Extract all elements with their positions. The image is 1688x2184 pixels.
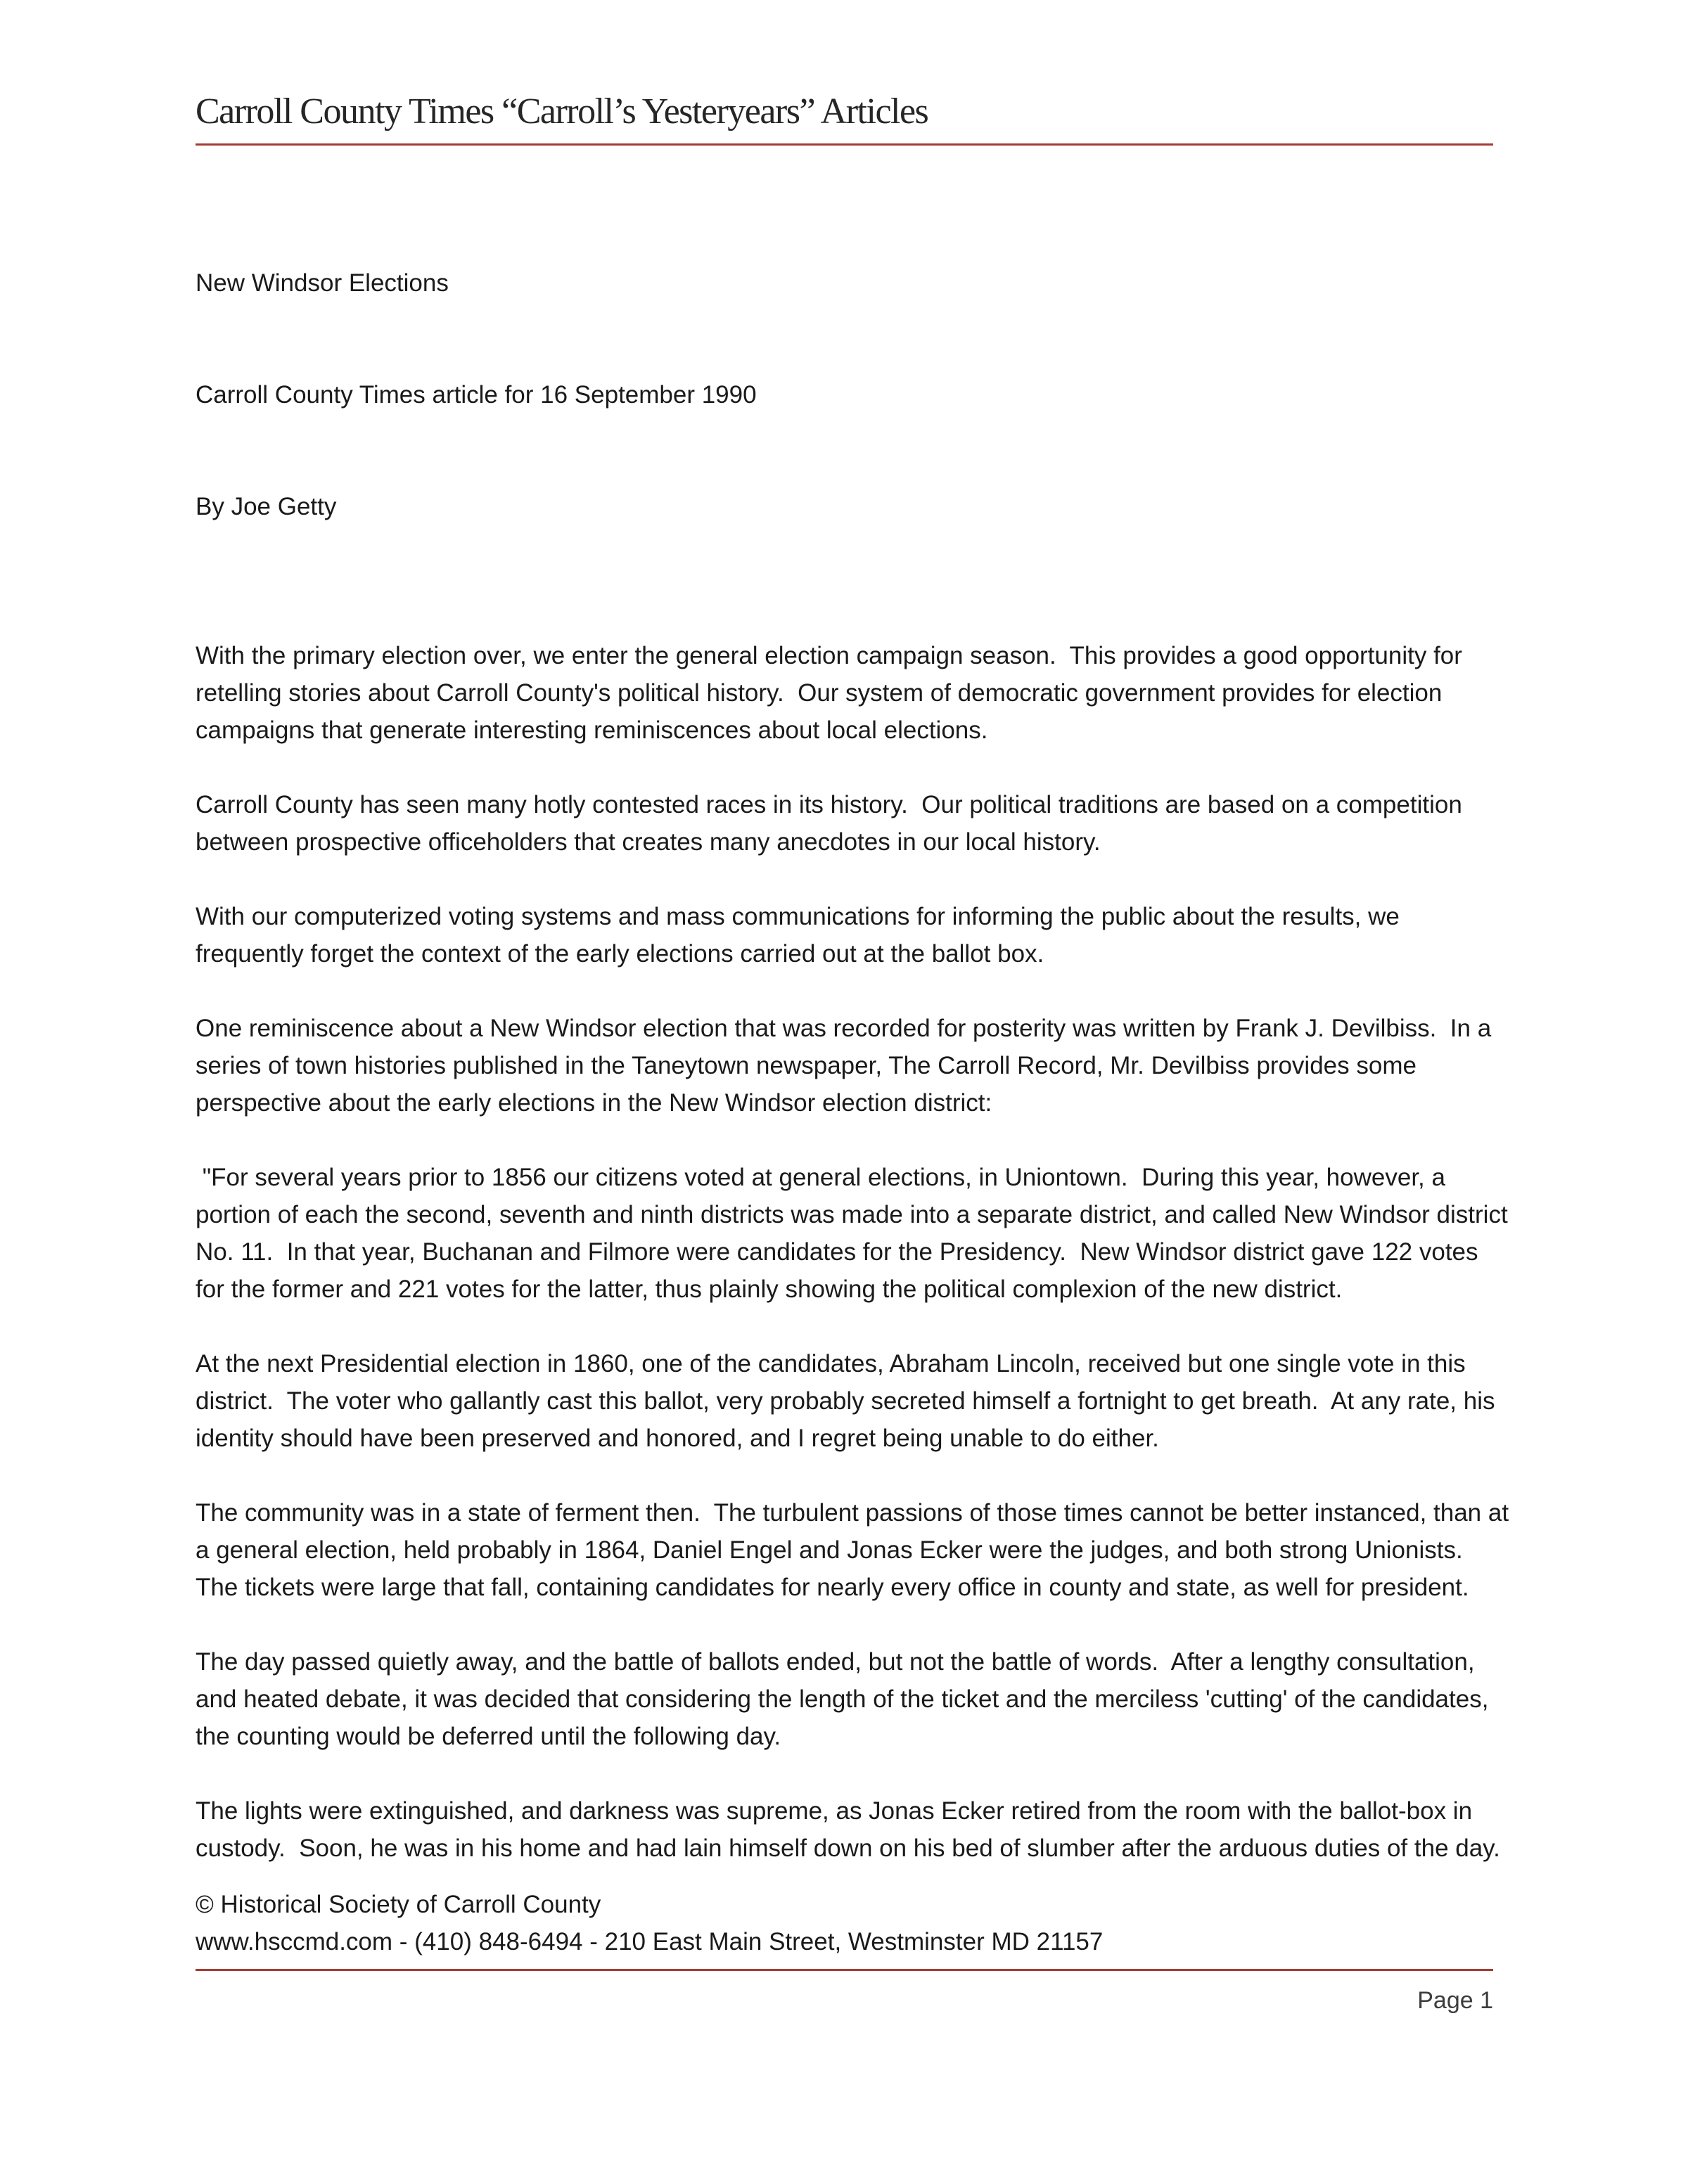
paragraph-8: The day passed quietly away, and the battle of ballots ended, but not the battle of words. After a lengthy consultation, and heated debate, it was decided that considering the length of the ticket and the merciless 'cutting' of the candidates, the counting would be deferred until the following day.	[196, 1648, 1496, 1750]
paragraph-6: At the next Presidential election in 1860, one of the candidates, Abraham Lincoln, received but one single vote in this district. The voter who gallantly cast this ballot, very probably secreted himself a fortnight to get breath. At any rate, his identity should have been preserved and honored, and I regret being unable to do either.	[196, 1350, 1502, 1452]
paragraph-1: With the primary election over, we enter the general election campaign season. This provides a good opportunity for retelling stories about Carroll County's political history. Our system of democratic government provides for election campaigns that generate interesting reminiscences about local elections.	[196, 642, 1469, 744]
footer-info-block	[196, 1886, 1493, 1971]
paragraph-4: One reminiscence about a New Windsor election that was recorded for posterity was written by Frank J. Devilbiss. In a series of town histories published in the Taneytown newspaper, The Carroll Record, Mr. Devilbiss provides some perspective about the early elections in the New Windsor election district:	[196, 1015, 1498, 1117]
footer-copyright: © Historical Society of Carroll County	[196, 1891, 601, 1918]
article-source-line: Carroll County Times article for 16 September 1990	[196, 381, 757, 409]
document-header	[196, 90, 1493, 146]
page-number: Page 1	[1417, 1987, 1493, 2014]
paragraph-2: Carroll County has seen many hotly contested races in its history. Our political traditions are based on a competition between prospective officeholders that creates many anecdotes in our local history.	[196, 791, 1469, 856]
paragraph-9: The lights were extinguished, and darkness was supreme, as Jonas Ecker retired from the room with the ballot-box in custody. Soon, he was in his home and had lain himself down on his bed of slumber after the arduous duties of the day.	[196, 1797, 1500, 1862]
document-title: Carroll County Times “Carroll’s Yesteryears” Articles	[196, 91, 928, 131]
article-body	[196, 190, 1516, 1904]
article-meta	[196, 190, 1511, 600]
article-byline: By Joe Getty	[196, 493, 337, 520]
footer-contact: www.hsccmd.com - (410) 848-6494 - 210 East Main Street, Westminster MD 21157	[196, 1928, 1104, 1955]
paragraph-7: The community was in a state of ferment then. The turbulent passions of those times cannot be better instanced, than at a general election, held probably in 1864, Daniel Engel and Jonas Ecker were the judges, and both strong Unionists. The tickets were large that fall, containing candidates for nearly every office in county and state, as well for president.	[196, 1499, 1516, 1601]
paragraph-5-quote: "For several years prior to 1856 our citizens voted at general elections, in Uniontown. During this year, however, a portion of each the second, seventh and ninth districts was made into a separate district, and called New Windsor district No. 11. In that year, Buchanan and Filmore were candidates for the Presidency. New Windsor district gave 122 votes for the former and 221 votes for the latter, thus plainly showing the political complexion of the new district.	[196, 1164, 1515, 1303]
document-footer	[196, 1886, 1493, 2019]
article-title-line: New Windsor Elections	[196, 269, 449, 297]
paragraph-3: With our computerized voting systems and mass communications for informing the public about the results, we frequently forget the context of the early elections carried out at the ballot box.	[196, 903, 1407, 968]
